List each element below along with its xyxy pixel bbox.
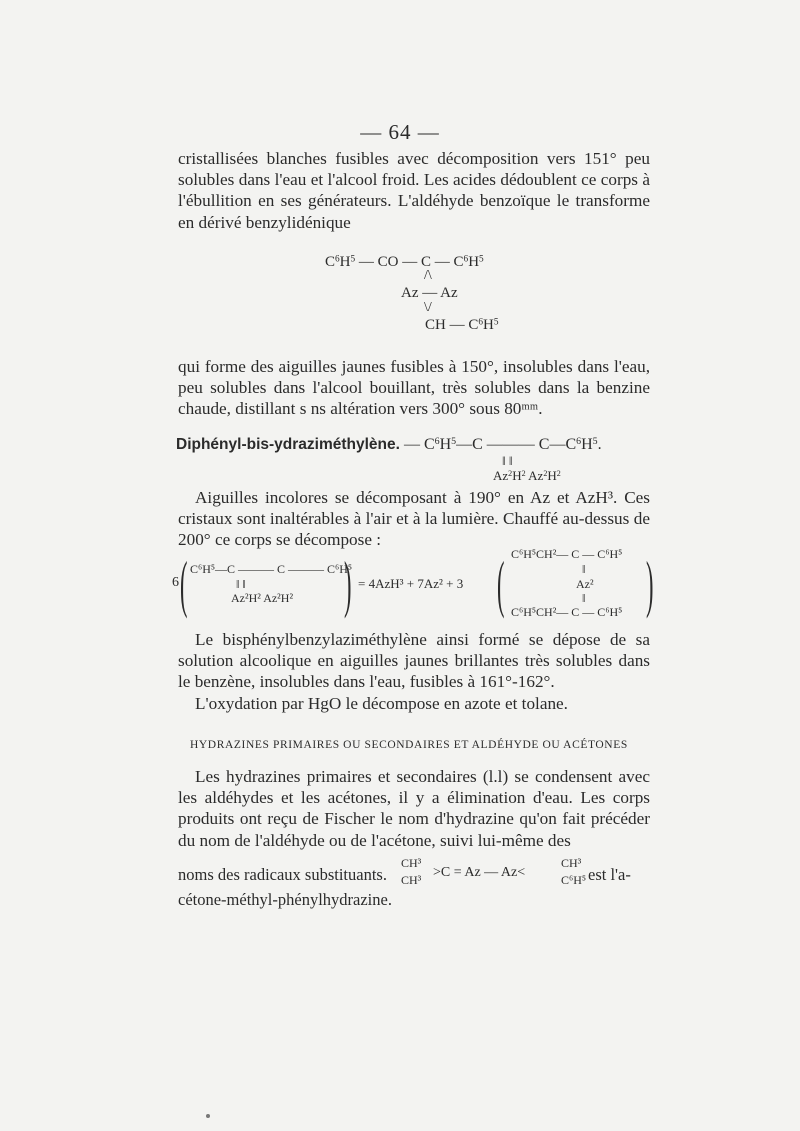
equation-right-line-1: C⁶H⁵CH²— C — C⁶H⁵ (511, 547, 623, 561)
formula-1-wedge-up: /\ (424, 268, 432, 283)
paragraph-2: qui forme des aiguilles jaunes fusibles à 150°, insolubles dans l'eau, peu solubles dans l'alcool bouillant, très solubles dans la benzine chaude, distillant s ns altération vers 300° sous 80ᵐᵐ. (178, 357, 650, 419)
formula-1-line-1: $C^6H^5$ — CO — C — $C^6H^5$ (325, 254, 484, 270)
section-heading: HYDRAZINES PRIMAIRES OU SECONDAIRES ET ALDÉHYDE OU ACÉTONES (190, 739, 628, 751)
equation-right-line-3: Az² (576, 577, 594, 591)
compound-bonds: ‖ ‖ (502, 453, 513, 468)
speck (206, 1114, 210, 1118)
page-number: — 64 — (360, 120, 440, 144)
equation-right-line-2: ‖ (582, 562, 586, 576)
equation-left-paren-open: ( (180, 548, 188, 619)
compound-substituents: $Az^2H^2$ $Az^2H^2$ (493, 468, 561, 483)
equation-right-line-5: C⁶H⁵CH²— C — C⁶H⁵ (511, 605, 623, 619)
para7-formula-middle: >C = Az — Az< (433, 865, 526, 880)
paragraph-7-line-2: cétone-méthyl-phénylhydrazine. (178, 890, 392, 909)
equation-left-line-2: ‖ ‖ (236, 577, 246, 591)
paragraph-4: Le bisphénylbenzylaziméthylène ainsi formé se dépose de sa solution alcoolique en aiguilles jaunes brillantes très solubles dans le benzène, insolubles dans l'eau, fusibles à 161°-162°. (178, 630, 650, 692)
equation-right-paren-close: ) (646, 548, 654, 619)
para7-right-bottom: C⁶H⁵ (561, 873, 587, 887)
para7-ch3-top: CH³ (401, 856, 422, 870)
paragraph-6: Les hydrazines primaires et secondaires (l.l) se condensent avec les aldéhydes et les acétones, il y a élimination d'eau. Les corps produits ont reçu de Fischer le nom d'hydrazine qu'on fait précéder du nom de l'aldéhyde ou de l'acétone, suivi lui-même des (178, 767, 650, 850)
para7-ch3-bottom: CH³ (401, 873, 422, 887)
formula-1-line-2: Az — Az (401, 285, 458, 301)
equation-right-paren-open: ( (497, 548, 505, 619)
formula-1-line-3: CH — $C^6H^5$ (425, 317, 499, 333)
equation-coefficient: 6 (172, 575, 179, 590)
equation-left-line-3: Az²H² Az²H² (231, 591, 294, 605)
equation-right-line-4: ‖ (582, 591, 586, 605)
paragraph-3: Aiguilles incolores se décomposant à 190° en Az et AzH³. Ces cristaux sont inaltérables à l'air et à la lumière. Chauffé au-dessus de 200° ce corps se décompose : (178, 488, 650, 550)
para7-right-top: CH³ (561, 856, 582, 870)
equation-left-paren-close: ) (344, 548, 352, 619)
formula-1-wedge-down: \/ (424, 300, 432, 315)
equation-left-line-1: C⁶H⁵—C ——— C ——— C⁶H⁵ (190, 562, 353, 576)
compound-line: Diphényl-bis-ydraziméthylène. — $C^6H^5—C$ ——— $C—C^6H^5$. (176, 436, 602, 453)
compound-name: Diphényl-bis-ydraziméthylène. (176, 436, 400, 453)
paragraph-1: cristallisées blanches fusibles avec décomposition vers 151° peu solubles dans l'eau et l'alcool froid. Les acides dédoublent ce corps à l'ébullition en ses générateurs. L'aldéhyde benzoïque le transforme en dérivé benzylidénique (178, 149, 650, 232)
equation-middle: = 4AzH³ + 7Az² + 3 (358, 576, 464, 591)
paragraph-7-start: noms des radicaux substituants. (178, 865, 387, 884)
paragraph-5: L'oxydation par HgO le décompose en azote et tolane. (195, 694, 568, 713)
para7-end: est l'a- (588, 865, 631, 884)
